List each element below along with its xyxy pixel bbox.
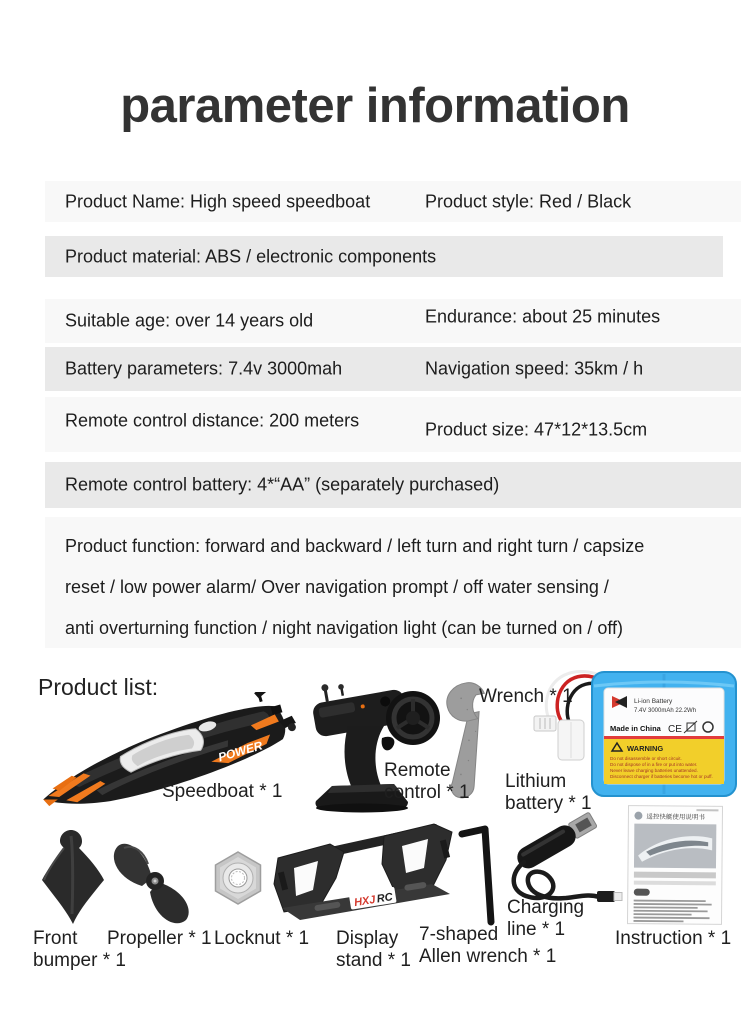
param-product-material: Product material: ABS / electronic components (65, 246, 437, 266)
warning-line-4: Disconnect charger if batteries become hot or puff. (610, 774, 713, 779)
warning-line-2: Do not dispose of in a fire or put into water. (610, 762, 698, 767)
param-row-remote-battery (45, 462, 741, 508)
warning-line-3: Never leave charging batteries unattended. (610, 768, 698, 773)
function-line-3: anti overturning function / night navigation light (can be turned on / off) (65, 618, 624, 638)
lithium-battery-label: Lithium battery * 1 (505, 771, 592, 814)
display-stand-image (266, 812, 462, 932)
wrench-label: Wrench * 1 (479, 686, 573, 707)
param-battery: Battery parameters: 7.4v 3000mah (65, 358, 343, 379)
boat-hull-text: POWER (216, 738, 264, 765)
param-product-size: Product size: 47*12*13.5cm (425, 419, 648, 440)
product-list-heading: Product list: (38, 674, 159, 700)
instruction-image (626, 802, 726, 928)
locknut-label: Locknut * 1 (214, 928, 310, 949)
param-row-distance-size (45, 397, 741, 452)
param-product-style: Product style: Red / Black (425, 191, 632, 211)
function-line-1: Product function: forward and backward / left turn and right turn / capsize (65, 536, 645, 556)
front-bumper-image (33, 826, 109, 928)
param-endurance: Endurance: about 25 minutes (425, 306, 661, 327)
propeller-image (110, 836, 198, 926)
param-row-age-endurance (45, 299, 741, 343)
param-control-distance: Remote control distance: 200 meters (65, 410, 360, 431)
front-bumper-label: Front bumper * 1 (33, 928, 126, 971)
param-product-name: Product Name: High speed speedboat (65, 191, 371, 211)
param-row-name-style (45, 181, 741, 222)
ce-mark: CE (668, 724, 682, 735)
display-stand-label: Display stand * 1 (336, 928, 411, 971)
propeller-label: Propeller * 1 (107, 928, 212, 949)
warning-title: WARNING (627, 744, 664, 753)
page-title: parameter information (120, 79, 630, 133)
param-row-battery-speed (45, 347, 741, 391)
param-remote-battery: Remote control battery: 4*“AA” (separately purchased) (65, 474, 500, 495)
battery-origin-text: Made in China (610, 724, 661, 733)
battery-spec-text: 7.4V 3000mAh 22.2Wh (634, 708, 697, 714)
remote-control-label: Remote control * 1 (384, 760, 470, 803)
warning-line-1: Do not disassemble or short circuit. (610, 756, 682, 761)
param-row-material (45, 236, 723, 277)
instruction-label: Instruction * 1 (615, 928, 732, 949)
charging-line-label: Charging line * 1 (507, 897, 585, 940)
stand-logo-red: HXJ (353, 893, 377, 910)
stand-logo-dark: RC (376, 891, 394, 906)
function-line-2: reset / low power alarm/ Over navigation prompt / off water sensing / (65, 577, 609, 597)
allen-wrench-image (452, 820, 500, 930)
param-row-function (45, 517, 741, 648)
battery-type-text: Li-ion Battery (634, 698, 673, 705)
allen-wrench-label: 7-shaped Allen wrench * 1 (419, 924, 557, 967)
locknut-image (210, 850, 266, 906)
param-navigation-speed: Navigation speed: 35km / h (425, 358, 644, 379)
speedboat-label: Speedboat * 1 (162, 781, 283, 802)
manual-logo (634, 812, 642, 820)
manual-title: 遥控快艇使用说明书 (646, 813, 705, 822)
param-suitable-age: Suitable age: over 14 years old (65, 310, 314, 331)
charging-line-image (502, 810, 630, 910)
